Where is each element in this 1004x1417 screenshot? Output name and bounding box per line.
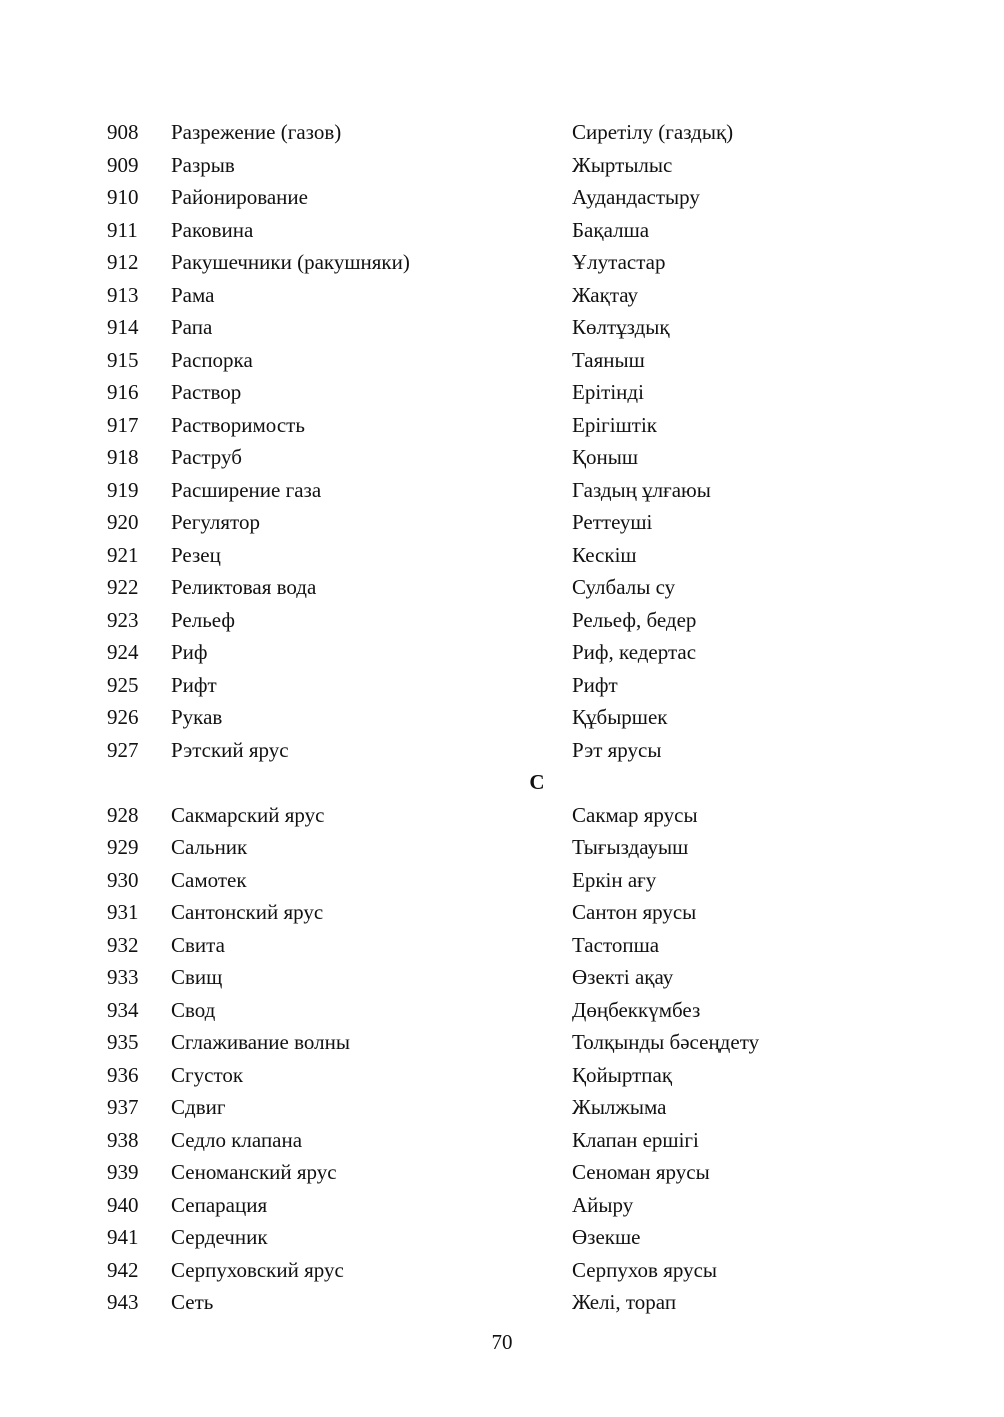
kazakh-term: Желі, торап xyxy=(572,1290,677,1314)
kazakh-term: Серпухов ярусы xyxy=(572,1257,718,1282)
russian-term: Седло клапана xyxy=(171,1127,303,1152)
entry-number: 924 xyxy=(107,640,139,664)
entry-number: 928 xyxy=(107,802,139,827)
russian-term: Резец xyxy=(171,542,221,567)
kazakh-term: Ұлутастар xyxy=(572,250,666,274)
glossary-row xyxy=(0,181,1004,214)
kazakh-term: Көлтұздық xyxy=(572,315,670,339)
kazakh-term: Толқынды бәсеңдету xyxy=(572,1030,760,1054)
russian-term: Расширение газа xyxy=(171,477,322,502)
glossary-row xyxy=(0,474,1004,507)
russian-term: Раструб xyxy=(171,445,242,469)
russian-term: Серпуховский ярус xyxy=(171,1257,344,1282)
russian-term: Сгусток xyxy=(171,1062,244,1087)
entry-number: 943 xyxy=(107,1290,139,1314)
glossary-section-s xyxy=(0,799,1004,1319)
glossary-row xyxy=(0,441,1004,474)
entry-number: 908 xyxy=(107,120,139,144)
kazakh-term: Дөңбеккүмбез xyxy=(572,997,701,1022)
kazakh-term: Ерітінді xyxy=(572,380,644,404)
russian-term: Разрыв xyxy=(171,152,235,177)
russian-term: Раствор xyxy=(171,380,242,404)
glossary-row xyxy=(0,214,1004,247)
glossary-row xyxy=(0,149,1004,182)
glossary-row xyxy=(0,116,1004,149)
russian-term: Регулятор xyxy=(171,510,260,534)
kazakh-term: Жыртылыс xyxy=(572,152,673,177)
russian-term: Риф xyxy=(171,640,208,664)
entry-number: 912 xyxy=(107,250,139,274)
entry-number: 913 xyxy=(107,282,139,307)
kazakh-term: Құбыршек xyxy=(572,705,668,729)
glossary-row xyxy=(0,1026,1004,1059)
kazakh-term: Қоныш xyxy=(572,445,639,469)
entry-number: 914 xyxy=(107,315,139,339)
kazakh-term: Өзекті ақау xyxy=(572,965,674,989)
russian-term: Самотек xyxy=(171,867,247,892)
russian-term: Реликтовая вода xyxy=(171,575,317,599)
glossary-row xyxy=(0,409,1004,442)
entry-number: 941 xyxy=(107,1225,139,1249)
kazakh-term: Қойыртпақ xyxy=(572,1062,673,1087)
russian-term: Свита xyxy=(171,932,225,957)
glossary-row xyxy=(0,506,1004,539)
russian-term: Сдвиг xyxy=(171,1095,226,1119)
kazakh-term: Жылжыма xyxy=(572,1095,667,1119)
glossary-row xyxy=(0,246,1004,279)
entry-number: 937 xyxy=(107,1095,139,1119)
kazakh-term: Жақтау xyxy=(572,282,639,307)
entry-number: 911 xyxy=(107,217,138,242)
russian-term: Сальник xyxy=(171,835,248,859)
glossary-row xyxy=(0,929,1004,962)
russian-term: Свод xyxy=(171,997,216,1022)
entry-number: 910 xyxy=(107,185,139,209)
kazakh-term: Рифт xyxy=(572,672,618,697)
kazakh-term: Сакмар ярусы xyxy=(572,802,698,827)
entry-number: 932 xyxy=(107,932,139,957)
kazakh-term: Өзекше xyxy=(572,1225,641,1249)
entry-number: 909 xyxy=(107,152,139,177)
russian-term: Сглаживание волны xyxy=(171,1030,350,1054)
entry-number: 934 xyxy=(107,997,139,1022)
russian-term: Рама xyxy=(171,282,215,307)
glossary-row xyxy=(0,376,1004,409)
entry-number: 926 xyxy=(107,705,139,729)
entry-number: 922 xyxy=(107,575,139,599)
russian-term: Районирование xyxy=(171,185,308,209)
entry-number: 942 xyxy=(107,1257,139,1282)
glossary-row xyxy=(0,669,1004,702)
glossary-row xyxy=(0,1156,1004,1189)
russian-term: Сердечник xyxy=(171,1225,268,1249)
entry-number: 919 xyxy=(107,477,139,502)
russian-term: Рельеф xyxy=(171,607,235,632)
kazakh-term: Аудандастыру xyxy=(572,185,700,209)
russian-term: Сеть xyxy=(171,1290,214,1314)
russian-term: Разрежение (газов) xyxy=(171,120,342,144)
entry-number: 929 xyxy=(107,835,139,859)
russian-term: Ракушечники (ракушняки) xyxy=(171,250,410,274)
kazakh-term: Сеноман ярусы xyxy=(572,1160,710,1184)
glossary-row xyxy=(0,799,1004,832)
kazakh-term: Тастопша xyxy=(572,932,660,957)
entry-number: 927 xyxy=(107,737,139,762)
kazakh-term: Кескіш xyxy=(572,542,637,567)
entry-number: 920 xyxy=(107,510,139,534)
entry-number: 925 xyxy=(107,672,139,697)
glossary-row xyxy=(0,344,1004,377)
entry-number: 933 xyxy=(107,965,139,989)
glossary-row xyxy=(0,734,1004,767)
kazakh-term: Таяныш xyxy=(572,347,645,372)
entry-number: 921 xyxy=(107,542,139,567)
glossary-row xyxy=(0,636,1004,669)
glossary-section-r xyxy=(0,116,1004,766)
entry-number: 916 xyxy=(107,380,139,404)
glossary-row xyxy=(0,831,1004,864)
kazakh-term: Сулбалы су xyxy=(572,575,676,599)
entry-number: 938 xyxy=(107,1127,139,1152)
russian-term: Рукав xyxy=(171,705,223,729)
russian-term: Раковина xyxy=(171,217,254,242)
entry-number: 939 xyxy=(107,1160,139,1184)
kazakh-term: Бақалша xyxy=(572,217,650,242)
glossary-row xyxy=(0,1221,1004,1254)
entry-number: 931 xyxy=(107,900,139,924)
glossary-row xyxy=(0,279,1004,312)
kazakh-term: Айыру xyxy=(572,1192,634,1217)
glossary-row xyxy=(0,864,1004,897)
entry-number: 935 xyxy=(107,1030,139,1054)
kazakh-term: Газдың ұлғаюы xyxy=(572,477,711,502)
page-number: 70 xyxy=(491,1330,513,1354)
kazakh-term: Рэт ярусы xyxy=(572,737,662,762)
russian-term: Растворимость xyxy=(171,412,305,437)
kazakh-term: Клапан ершігі xyxy=(572,1127,699,1152)
glossary-row xyxy=(0,311,1004,344)
glossary-row xyxy=(0,1059,1004,1092)
russian-term: Распорка xyxy=(171,347,253,372)
russian-term: Рапа xyxy=(171,315,213,339)
kazakh-term: Еркін ағу xyxy=(572,867,657,892)
russian-term: Рэтский ярус xyxy=(171,737,289,762)
kazakh-term: Тығыздауыш xyxy=(572,835,689,859)
russian-term: Свищ xyxy=(171,965,223,989)
section-letter-heading: С xyxy=(529,770,545,794)
russian-term: Сепарация xyxy=(171,1192,268,1217)
russian-term: Сеноманский ярус xyxy=(171,1160,337,1184)
glossary-row xyxy=(0,994,1004,1027)
glossary-row xyxy=(0,1124,1004,1157)
glossary-row xyxy=(0,1286,1004,1319)
kazakh-term: Реттеуші xyxy=(572,510,653,534)
kazakh-term: Риф, кедертас xyxy=(572,640,697,664)
kazakh-term: Сантон ярусы xyxy=(572,900,697,924)
entry-number: 940 xyxy=(107,1192,139,1217)
russian-term: Сакмарский ярус xyxy=(171,802,325,827)
glossary-row xyxy=(0,539,1004,572)
kazakh-term: Рельеф, бедер xyxy=(572,607,697,632)
glossary-row xyxy=(0,604,1004,637)
entry-number: 923 xyxy=(107,607,139,632)
glossary-table xyxy=(0,116,1004,1319)
glossary-row xyxy=(0,961,1004,994)
entry-number: 918 xyxy=(107,445,139,469)
glossary-row xyxy=(0,1189,1004,1222)
entry-number: 936 xyxy=(107,1062,139,1087)
glossary-row xyxy=(0,1091,1004,1124)
glossary-row xyxy=(0,571,1004,604)
entry-number: 915 xyxy=(107,347,139,372)
entry-number: 917 xyxy=(107,412,139,437)
russian-term: Сантонский ярус xyxy=(171,900,324,924)
glossary-row xyxy=(0,896,1004,929)
kazakh-term: Ерігіштік xyxy=(572,412,657,437)
glossary-row xyxy=(0,1254,1004,1287)
glossary-row xyxy=(0,701,1004,734)
kazakh-term: Сиретілу (газдық) xyxy=(572,120,734,144)
russian-term: Рифт xyxy=(171,672,217,697)
entry-number: 930 xyxy=(107,867,139,892)
